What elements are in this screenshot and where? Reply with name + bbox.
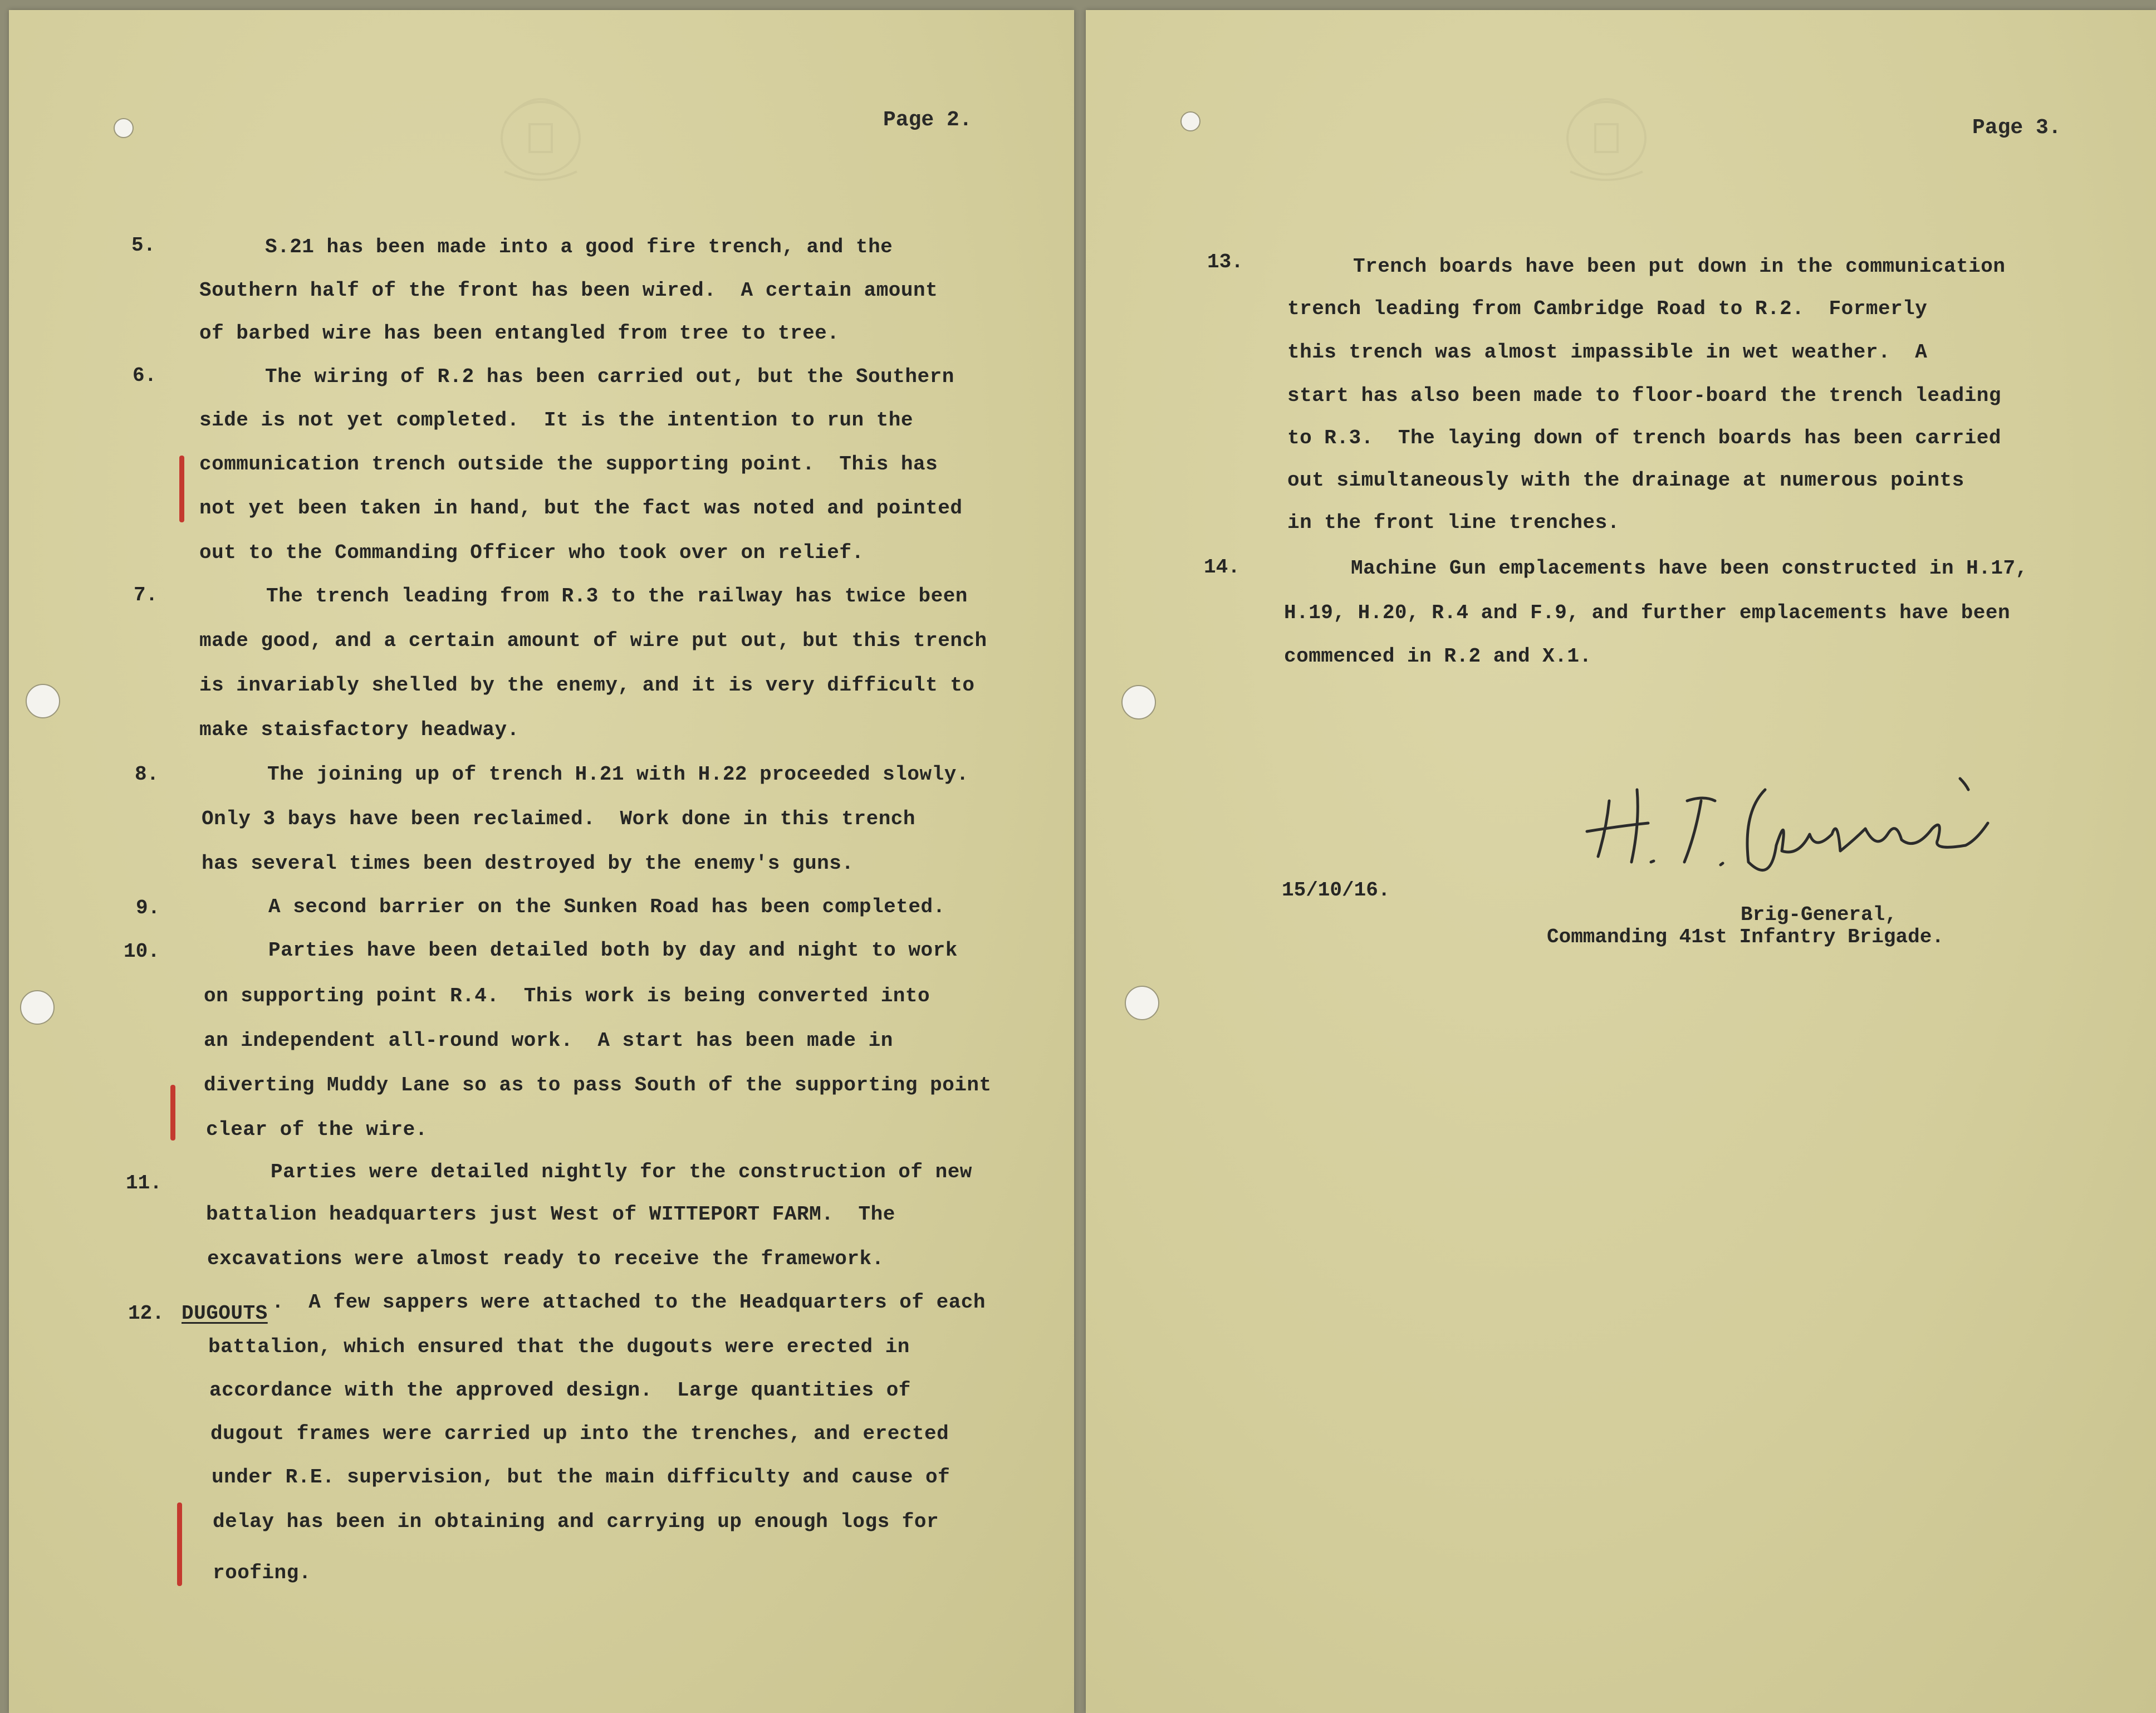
text-line: of barbed wire has been entangled from tree to tree. [199, 322, 840, 345]
text-line: A second barrier on the Sunken Road has been completed. [268, 895, 945, 918]
text-line: Southern half of the front has been wired. A certain amount [199, 279, 938, 302]
text-line: Parties have been detailed both by day and night to work [268, 939, 958, 962]
text-line: The joining up of trench H.21 with H.22 proceeded slowly. [267, 763, 969, 786]
text-line: commenced in R.2 and X.1. [1284, 645, 1592, 668]
text-line: out to the Commanding Officer who took over on relief. [199, 541, 864, 564]
text-line: H.19, H.20, R.4 and F.9, and further emplacements have been [1284, 601, 2011, 624]
text-line: diverting Muddy Lane so as to pass South of the supporting point [204, 1074, 992, 1097]
text-line: not yet been taken in hand, but the fact was noted and pointed [199, 497, 963, 520]
handwritten-signature [1576, 767, 1999, 895]
paragraph-number: 14. [1204, 556, 1240, 579]
text-line: The trench leading from R.3 to the railway has twice been [266, 585, 968, 608]
text-line: this trench was almost impassible in wet weather. A [1287, 341, 1928, 364]
text-line: Parties were detailed nightly for the construction of new [271, 1161, 972, 1183]
text-line: in the front line trenches. [1287, 511, 1620, 534]
text-line: on supporting point R.4. This work is being converted into [204, 985, 930, 1007]
punch-hole [1125, 986, 1159, 1020]
text-line: The wiring of R.2 has been carried out, but the Southern [265, 365, 954, 388]
text-line: Only 3 bays have been reclaimed. Work done in this trench [202, 807, 916, 830]
text-line: dugout frames were carried up into the trenches, and erected [210, 1422, 949, 1445]
page-number: Page 2. [883, 108, 972, 132]
paragraph-number: 5. [131, 234, 156, 257]
text-line: trench leading from Cambridge Road to R.2. Formerly [1287, 297, 1928, 320]
red-margin-mark [170, 1085, 175, 1141]
text-line: communication trench outside the supporting point. This has [199, 453, 938, 476]
text-line: made good, and a certain amount of wire put out, but this trench [199, 629, 987, 652]
royal-crest-watermark [1548, 77, 1665, 188]
signatory-rank: Brig-General, [1741, 903, 1897, 926]
royal-crest-watermark [482, 77, 599, 188]
report-date: 15/10/16. [1282, 879, 1390, 902]
punch-hole [114, 118, 134, 138]
punch-hole [1121, 685, 1156, 720]
text-line: . A few sappers were attached to the Headquarters of each [272, 1291, 986, 1314]
text-line: Trench boards have been put down in the communication [1353, 255, 2006, 278]
punch-hole [1180, 111, 1200, 131]
red-margin-mark [177, 1502, 182, 1586]
text-line: battalion headquarters just West of WITTEPORT FARM. The [206, 1203, 895, 1226]
signatory-command: Commanding 41st Infantry Brigade. [1547, 926, 1944, 948]
text-line: clear of the wire. [206, 1118, 428, 1141]
paragraph-number: 12. [128, 1302, 164, 1325]
paragraph-number: 13. [1207, 251, 1243, 273]
section-heading: DUGOUTS [182, 1302, 268, 1325]
paragraph-number: 6. [133, 364, 157, 387]
text-line: start has also been made to floor-board the trench leading [1287, 384, 2002, 407]
punch-hole [26, 684, 60, 718]
text-line: delay has been in obtaining and carrying up enough logs for [213, 1510, 939, 1533]
paragraph-number: 8. [135, 763, 159, 786]
document-page-2 [9, 10, 1074, 1713]
page-number: Page 3. [1972, 116, 2061, 140]
paragraph-number: 7. [134, 584, 158, 606]
text-line: out simultaneously with the drainage at numerous points [1287, 469, 1964, 492]
text-line: accordance with the approved design. Large quantities of [209, 1379, 911, 1402]
text-line: under R.E. supervision, but the main difficulty and cause of [212, 1466, 950, 1489]
paragraph-number: 11. [126, 1172, 162, 1195]
text-line: roofing. [213, 1562, 311, 1584]
text-line: an independent all-round work. A start has been made in [204, 1029, 893, 1052]
text-line: Machine Gun emplacements have been constructed in H.17, [1351, 557, 2028, 580]
text-line: is invariably shelled by the enemy, and it is very difficult to [199, 674, 975, 697]
text-line: excavations were almost ready to receive the framework. [207, 1247, 884, 1270]
punch-hole [20, 990, 55, 1025]
document-page-3 [1086, 10, 2156, 1713]
text-line: battalion, which ensured that the dugouts were erected in [208, 1335, 910, 1358]
text-line: side is not yet completed. It is the intention to run the [199, 409, 914, 432]
text-line: has several times been destroyed by the enemy's guns. [202, 852, 854, 875]
text-line: to R.3. The laying down of trench boards has been carried [1287, 427, 2002, 449]
paragraph-number: 10. [124, 940, 160, 963]
text-line: make staisfactory headway. [199, 718, 520, 741]
red-margin-mark [179, 456, 184, 522]
paragraph-number: 9. [136, 897, 160, 919]
text-line: S.21 has been made into a good fire trench, and the [265, 236, 893, 258]
